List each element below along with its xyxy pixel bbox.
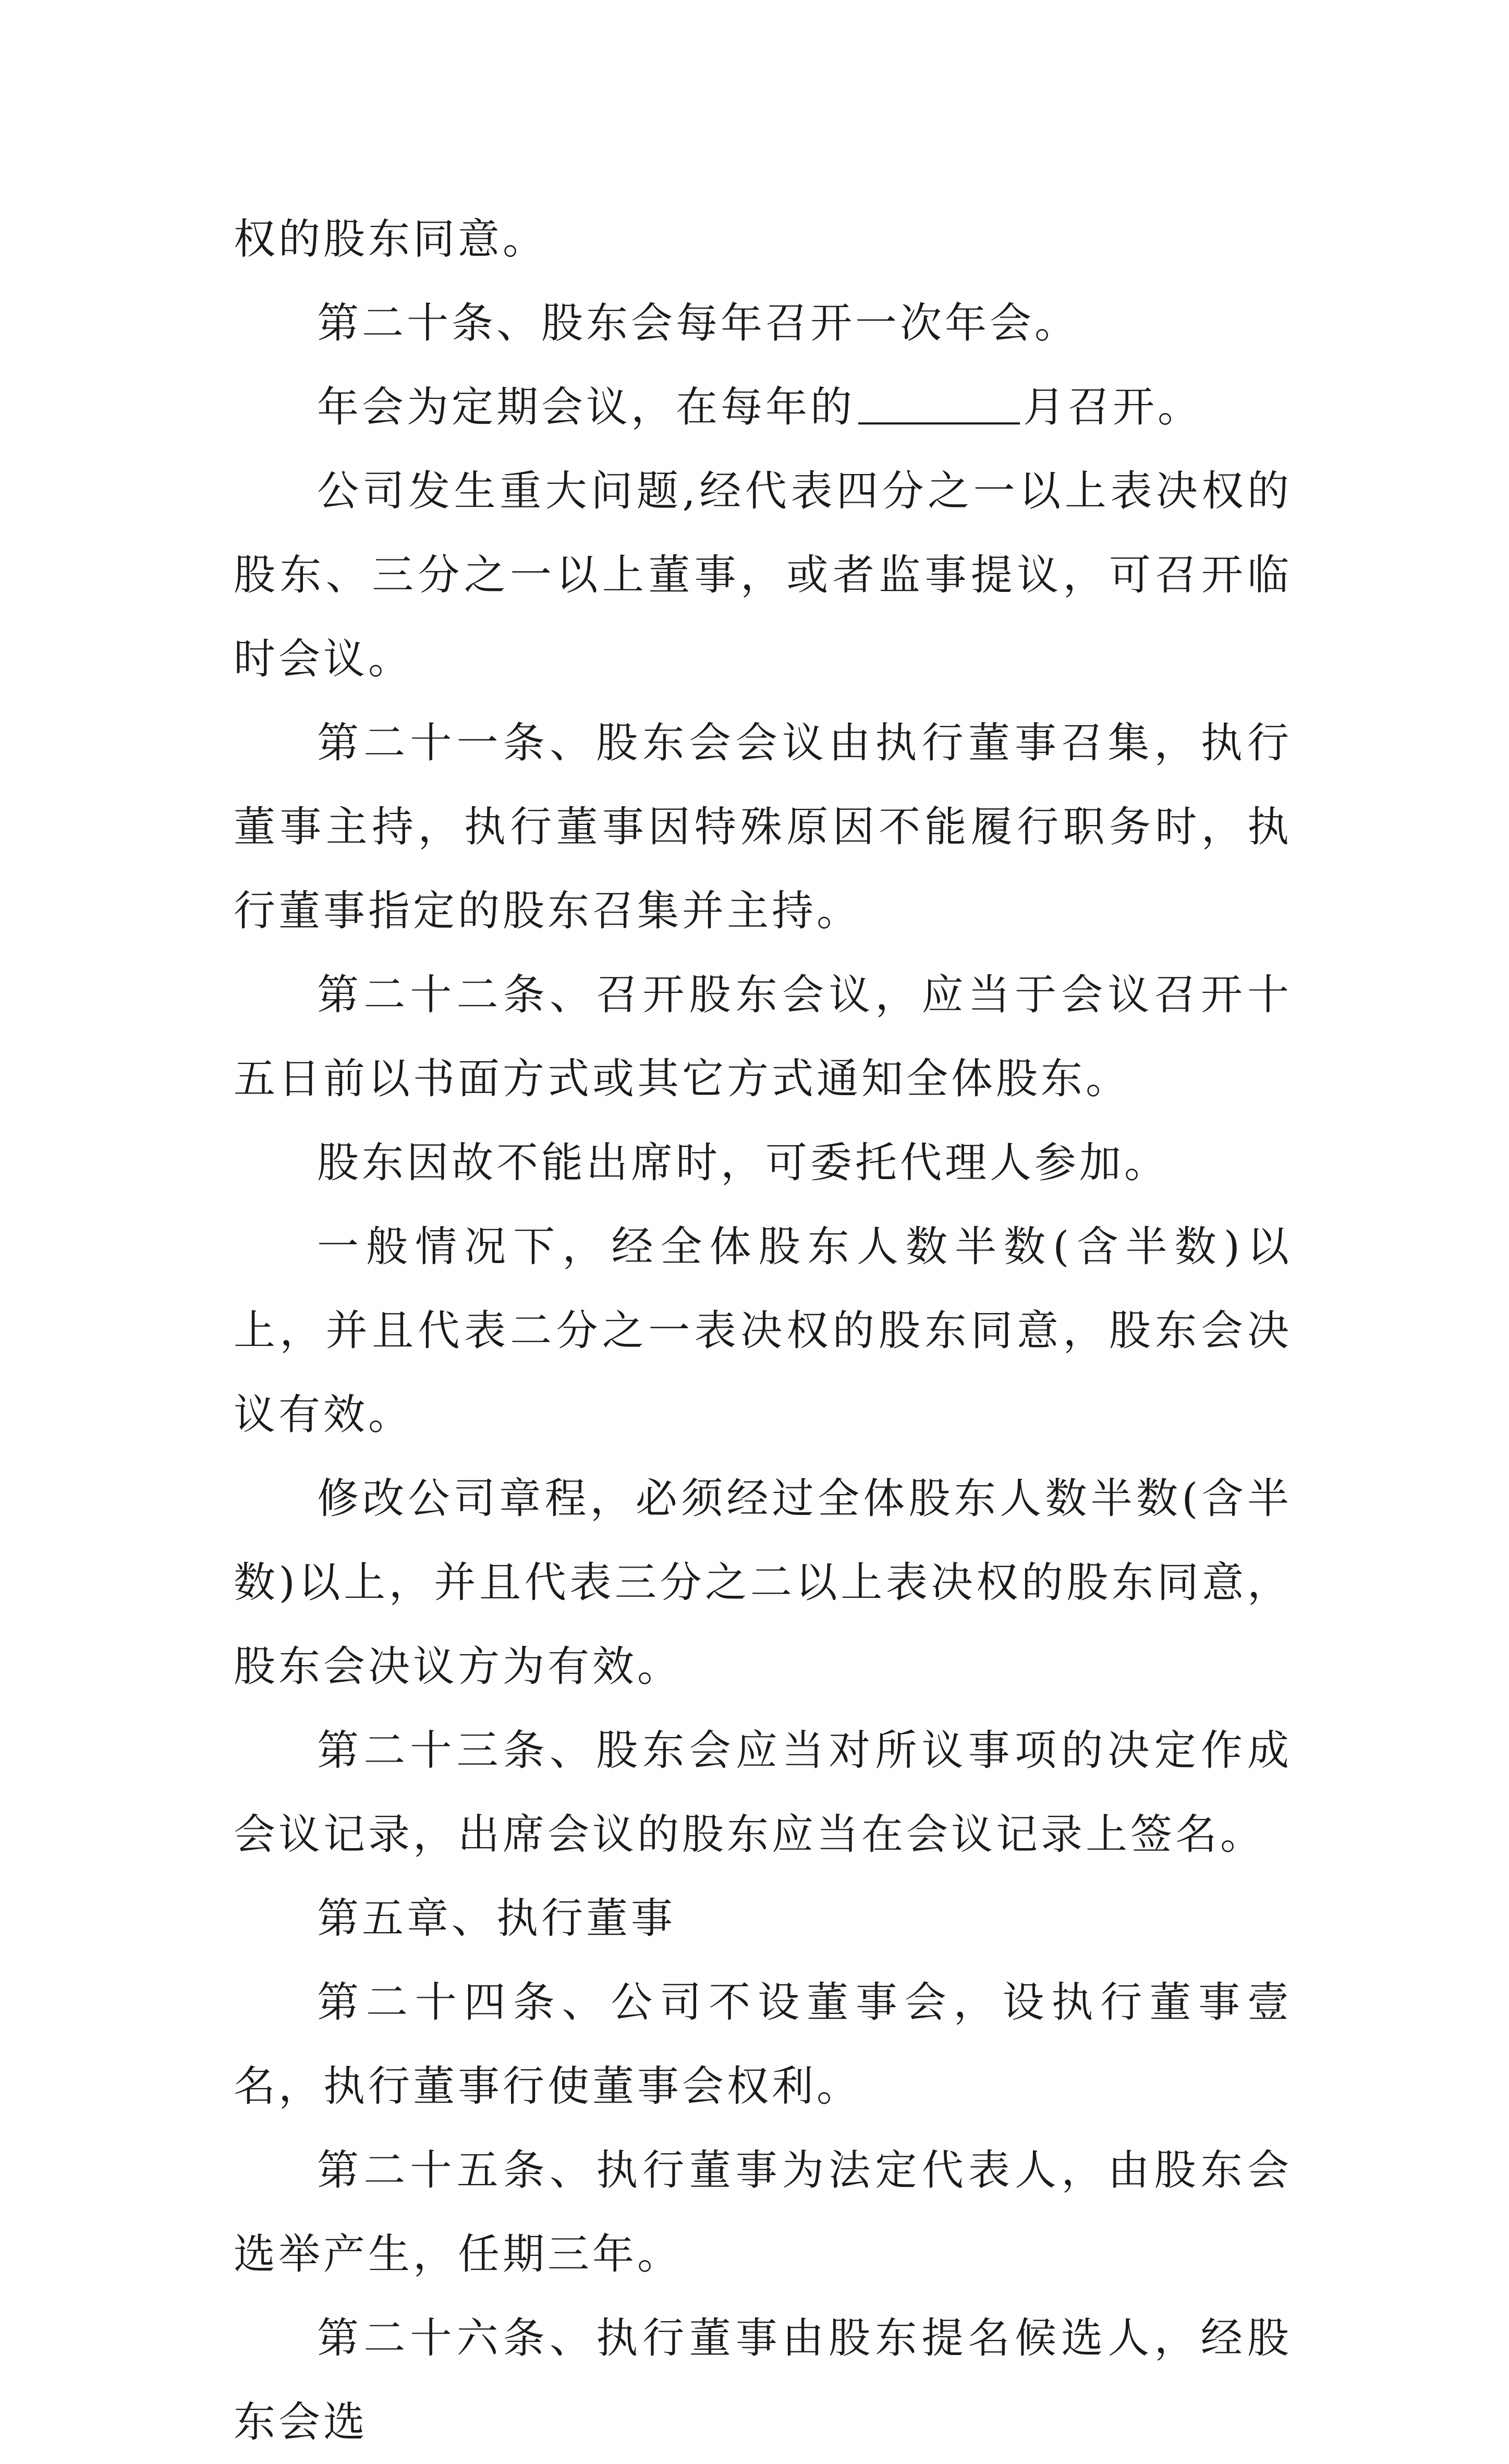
paragraph-annual-meeting: [234, 365, 1292, 449]
chapter-heading: 第五章、执行董事: [317, 1894, 676, 1943]
document-body: [234, 197, 1292, 2464]
paragraph-article-21: 第二十一条、股东会会议由执行董事召集，执行董事主持，执行董事因特殊原因不能履行职务时，执行董事指定的股东召集并主持。: [234, 719, 1292, 935]
paragraph-resolution: 一般情况下，经全体股东人数半数(含半数)以上，并且代表二分之一表决权的股东同意，股东会决议有效。: [234, 1222, 1292, 1439]
month-blank-field[interactable]: [858, 381, 1020, 424]
paragraph-continuation: 权的股东同意。: [234, 215, 547, 263]
annual-meeting-text-after: 月召开。: [1023, 383, 1202, 431]
paragraph-amendment: 修改公司章程，必须经过全体股东人数半数(含半数)以上，并且代表三分之二以上表决权的股东同意，股东会决议方为有效。: [234, 1474, 1292, 1691]
paragraph-article-26: 第二十六条、执行董事由股东提名候选人，经股东会选: [234, 2314, 1292, 2446]
paragraph-article-24: 第二十四条、公司不设董事会，设执行董事壹名，执行董事行使董事会权利。: [234, 1978, 1292, 2110]
paragraph-interim-meeting: 公司发生重大问题,经代表四分之一以上表决权的股东、三分之一以上董事，或者监事提议，可召开临时会议。: [234, 467, 1292, 683]
paragraph-article-25: 第二十五条、执行董事为法定代表人，由股东会选举产生，任期三年。: [234, 2146, 1292, 2278]
paragraph-article-22: 第二十二条、召开股东会议，应当于会议召开十五日前以书面方式或其它方式通知全体股东。: [234, 970, 1292, 1103]
paragraph-proxy: 股东因故不能出席时，可委托代理人参加。: [317, 1138, 1169, 1187]
annual-meeting-text-before: 年会为定期会议，在每年的: [317, 383, 855, 431]
paragraph-article-20: 第二十条、股东会每年召开一次年会。: [317, 299, 1079, 347]
paragraph-article-23: 第二十三条、股东会应当对所议事项的决定作成会议记录，出席会议的股东应当在会议记录上签名。: [234, 1726, 1292, 1859]
